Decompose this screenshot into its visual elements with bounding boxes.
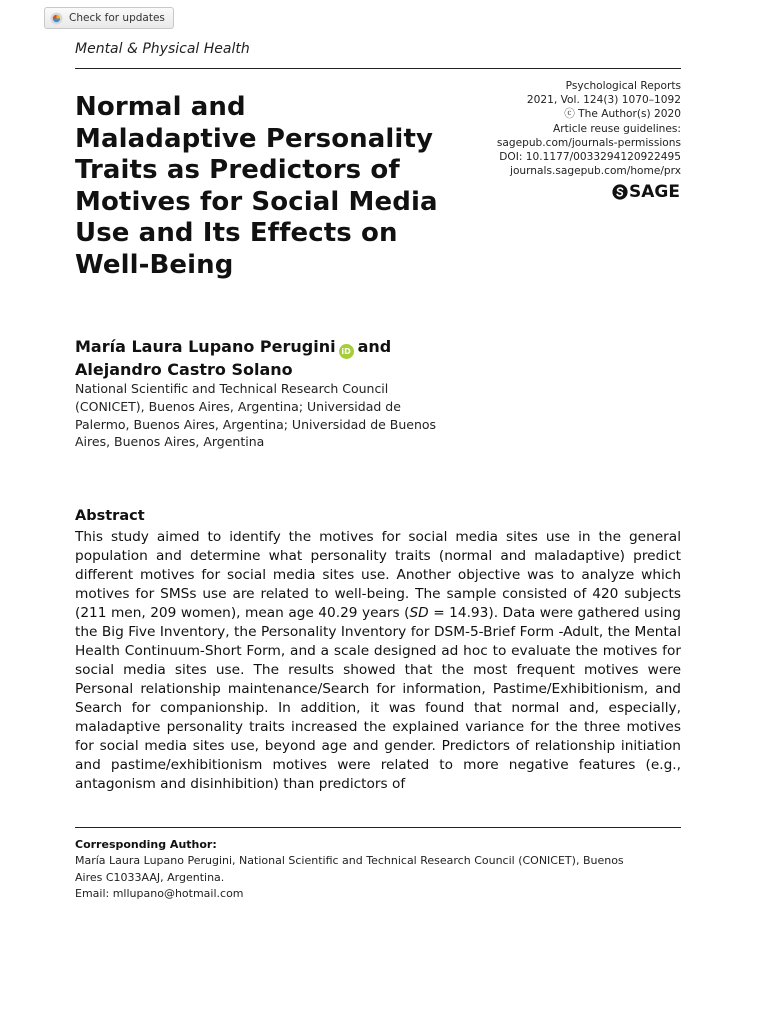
article-title [75,92,475,282]
orcid-icon[interactable]: iD [339,344,354,359]
correspondence-line: Aires C1033AAJ, Argentina. [75,870,225,884]
title-line: Motives for Social Media [75,186,438,217]
abstract-heading: Abstract [75,508,145,524]
corresponding-author-details [75,853,681,903]
author-list [75,336,391,381]
doi[interactable]: DOI: 10.1177/0033294120922495 [499,151,681,164]
journal-meta [497,79,681,178]
title-line: Well-Being [75,249,234,280]
affiliation-line: Palermo, Buenos Aires, Argentina; Universidad de Buenos [75,416,437,432]
sage-s-icon [612,184,628,200]
abstract-text-part: = 14.93). Data were gathered using the Big Five Inventory, the Personality Inventory for DSM-5-Brief Form -Adult, the Mental Health Continuum-Short Form, and a scale designed ad hoc to evaluate the motives for social media sites use. The results showed that the most frequent motives were Personal relationship maintenance/Search for information, Pastime/Exhibitionism, and Search for companionship. In addition, it was found that normal and, especially, maladaptive personality traits increased the explained variance for the three motives for social media sites use, beyond age and gender. Predictors of relationship initiation and pastime/exhibitionism motives were related to more negative features (e.g., antagonism and disinhibition) than predictors of [75,605,681,792]
journal-homepage[interactable]: journals.sagepub.com/home/prx [510,165,681,178]
author-name: Alejandro Castro Solano [75,360,293,379]
crossmark-icon [50,12,63,25]
journal-name: Psychological Reports [565,80,681,92]
title-line: Traits as Predictors of [75,155,400,186]
check-for-updates-button[interactable] [44,7,174,29]
abstract-text [75,528,681,794]
correspondence-line: María Laura Lupano Perugini, National Scientific and Technical Research Council (CONICET), Buenos [75,854,624,867]
section-label: Mental & Physical Health [75,41,250,57]
footnote-rule [75,827,681,828]
reuse-label: Article reuse guidelines: [553,122,681,135]
reuse-link[interactable]: sagepub.com/journals-permissions [496,136,681,149]
author-conjunction: and [357,337,392,356]
affiliation-line: Aires, Buenos Aires, Argentina [75,434,265,450]
author-name: María Laura Lupano Perugini [75,337,336,356]
affiliation [75,380,465,451]
title-line: Maladaptive Personality [75,123,434,154]
title-line: Normal and [75,92,246,122]
affiliation-line: (CONICET), Buenos Aires, Argentina; Universidad de [75,398,401,414]
correspondence-email[interactable]: Email: mllupano@hotmail.com [75,887,244,900]
copyright: ⓒ The Author(s) 2020 [564,108,681,121]
sd-label: SD [409,605,429,621]
title-line: Use and Its Effects on [75,218,398,249]
corresponding-author-heading: Corresponding Author: [75,838,217,851]
affiliation-line: National Scientific and Technical Research Council [75,381,389,396]
journal-volume: 2021, Vol. 124(3) 1070–1092 [526,94,681,107]
header-rule [75,68,681,69]
abstract-text-part: This study aimed to identify the motives for social media sites use in the general population and determine what personality traits (normal and maladaptive) predict different motives for social media sites use. Another objective was to analyze which motives for SMSs use are related to well-being. The sample consisted of 420 subjects (211 men, 209 women), mean age 40.29 years ( [75,529,681,621]
sage-logo [612,182,680,202]
sage-wordmark: SAGE [629,182,680,202]
check-for-updates-label: Check for updates [69,12,165,24]
